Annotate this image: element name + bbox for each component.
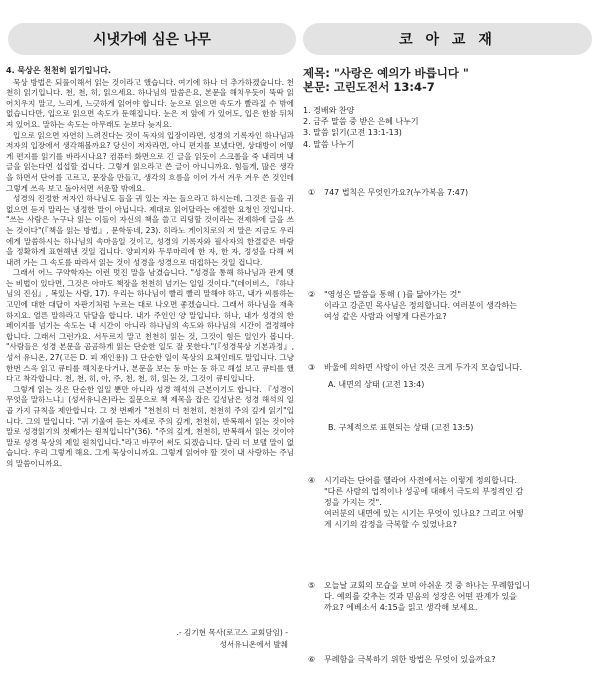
- outline-item: 2. 금주 말씀 중 받은 은혜 나누기: [303, 117, 419, 127]
- question-number: ③: [308, 363, 316, 372]
- article-section-title: 4. 묵상은 천천히 읽기입니다.: [6, 66, 112, 75]
- question-text: 여성 같은 사람과 어떻게 다른가요?: [324, 312, 447, 321]
- question-number: ⑥: [308, 655, 316, 664]
- question-subitem-b: B. 구체적으로 표현되는 상태 (고전 13:5): [328, 423, 474, 432]
- question-3: [308, 362, 591, 390]
- outline-item: 3. 말씀 읽기(고전 13:1-13): [303, 128, 402, 138]
- question-text: 게 시기의 감정을 극복할 수 있었나요?: [324, 520, 457, 529]
- lesson-outline: [303, 105, 593, 150]
- question-text: 여러분의 내면에 있는 시기는 무엇이 있나요? 그리고 어떻: [324, 509, 524, 518]
- article-source: 성서유니온에서 발췌: [219, 640, 288, 649]
- lesson-scripture: 본문: 고린도전서 13:4-7: [303, 80, 435, 94]
- article-paragraph: 성경의 진정한 저자인 하나님도 들을 귀 있는 자는 들으라고 하시는데, 그것은 들을 귀 없으면 듣지 말라는 냉정한 말이 아닙니다. 제대로 읽어달라는 애절한 요청인 것입니다. "쓰는 사람은 누구나 읽는 이들이 자신의 책을 쓸고 리딩할 것이라는 전제하에 글을 쓰는 것이다"(『책을 읽는 방법』, 문학동네, 23). 히라노 게이치로의 저 말은 지금도 우리에게 말씀하시는 하나님의 속마음일 것이고, 성경의 기록자와 필사자의 한결같은 바람을 정확하게 표현해낸 것일 겁니다. 양피지와 두루마리에 한 자, 한 자, 정성을 다해 써내려 가는 그 속도를 따라서 읽는 것이 성경을 성경으로 대접하는 것일 겁니다.: [6, 194, 294, 267]
- question-number: ①: [308, 188, 316, 197]
- question-text: 오늘날 교회의 모습을 보며 아쉬운 것 중 하나는 무례함입니: [324, 581, 530, 590]
- question-2: [308, 289, 591, 322]
- question-text: 이라고 강준민 목사님은 정의합니다. 여러분이 생각하는: [324, 301, 517, 310]
- question-number: ②: [308, 290, 316, 299]
- question-6: [308, 654, 591, 665]
- article-paragraph: 입으로 읽으면 자연히 느려진다는 것이 독자의 입장이라면, 성경의 기록자인 하나님과 저자의 입장에서 생각해볼까요? 당신이 저자라면, 아니 편지를 보냈다면, 상대방이 어떻게 편지를 읽기를 바라시나요? 컴퓨터 화면으로 긴 글을 읽듯이 스크롤을 죽 내리며 내 글을 읽는다면 섭섭할 겁니다. 그렇게 읽으라고 쓴 글이 아니니까요. 힘들게, 많은 생각을 하면서 단어를 고르고, 문장을 만들고, 생각의 흐름을 이어 가서 겨우 겨우 쓴 것인데 그렇게 쓰윽 보고 돌아서면 서운할 밖에요.: [6, 130, 294, 193]
- devotional-article: [6, 66, 294, 470]
- question-number: ⑤: [308, 581, 316, 590]
- question-text: "다른 사람의 업적이나 성공에 대해서 극도의 부정적인 감: [324, 487, 524, 496]
- question-text: 정을 가지는 것".: [324, 498, 382, 507]
- question-text: 무례함을 극복하기 위한 방법은 무엇이 있을까요?: [324, 655, 496, 664]
- right-header-title: 코 아 교 재: [399, 32, 496, 48]
- question-4: [308, 475, 591, 530]
- article-paragraph: 그래서 어느 구약학자는 이런 멋진 말을 남겼습니다. "성경을 통해 하나님과 관계 맺는 비법이 있다면, 그것은 아마도 책장을 천천히 넘기는 일일 것이다."(데이비스, 『하나님의 진심』, 복있는 사람, 17). 우리는 하나님이 빨리 빨리 말해야 하고, 내가 씨름하는 고민에 대한 대답이 자판기처럼 누르는 대로 나오면 좋겠습니다. 그래서 하나님을 재촉하지요. 얼른 말하라고 닦달을 합니다. 내가 주인인 양 말입니다. 허나, 내가 성경의 한 페이지를 넘기는 속도는 내 시간이 아니라 하나님의 속도와 하나님의 시간이 결정해야 합니다. 그래서 그런가요. 서두르지 말고 천천히 읽는 것, 그것이 힘든 일인가 봅니다. "사람들은 성경 본문을 곰곰하게 읽는 단순한 일도 잘 못한다."(『성경묵상 기본과정』, 성서 유니온, 27(고든 D. 피 재인용)) 그 단순한 일이 묵상의 요체인데도 말입니다. 그냥 한번 스윽 읽고 큐티를 해치운다거나, 본문을 보는 둥 마는 둥 하고 해설 보고 큐티를 했다고 착각합니다. 천, 천, 히, 아, 주, 천, 천, 히, 읽는 것, 그것이 큐티입니다.: [6, 268, 295, 384]
- question-text: "영성은 말씀을 통해 ( )를 닮아가는 것": [324, 290, 462, 299]
- left-header-title: 시냇가에 심은 나무: [93, 32, 211, 48]
- outline-item: 4. 말씀 나누기: [303, 139, 355, 149]
- question-subitem-a: A. 내면의 상태 (고전 13:4): [328, 380, 425, 389]
- right-header-banner: [303, 23, 592, 55]
- question-text: 바울에 의하면 사랑이 아닌 것은 크게 두가지 모습입니다.: [324, 363, 523, 372]
- article-author: .- 김기현 목사(로고스 교회담임) -: [176, 628, 288, 637]
- question-1: [308, 187, 591, 198]
- question-text: 까요? 에베소서 4:15을 읽고 생각해 보세요.: [324, 603, 478, 612]
- article-paragraph: 그렇게 읽는 것은 단순한 일일 뿐만 아니라 성경 해석의 근본이기도 합니다. 『성경이 무엇을 말하느냐』(성서유니온)라는 질문으로 책 제목을 잡은 길성남은 성경 해석의 일곱 가지 규칙을 제안합니다. 그 첫 번째가 "천천히 더 천천히, 천천히 주의 깊게 읽기"입니다. 그의 말입니다. "귀 기울여 듣는 자세로 주의 깊게, 천천히, 반복해서 읽는 것이야 말로 성경읽기의 첫째가는 원칙입니다"(36). "주의 깊게, 천천히, 반복해서 읽는 것이야 말로 성경 묵상의 제일 원칙입니다."라고 바꾸어 써도 되겠습니다. 달리 더 보탤 말이 없습니다. 우리 그렇게 해요. 그게 묵상이니까요. 그렇게 읽어야 할 것이 내 사랑하는 주님의 말씀이니까요.: [6, 384, 294, 468]
- question-5: [308, 580, 591, 613]
- question-3b: [308, 422, 591, 433]
- question-number: ④: [308, 476, 316, 485]
- lesson-material: [303, 66, 593, 664]
- article-paragraph: 묵상 방법은 되풀이해서 읽는 것이라고 했습니다. 여기에 하나 더 추가하겠습니다. 천천히 읽기입니다. 천, 천, 히, 읽으세요. 하나님의 말씀은요, 본문을 해치우듯이 뚝딱 읽어치우지 말고, 느리게, 느긋하게 읽어야 합니다. 눈으로 읽으면 속도가 빨라질 수 밖에 없습니다만, 입으로 읽으면 속도가 둔해집니다. 눈은 저 앞에 가 있어도, 입은 한참 뒤처져 있어요. 말하는 속도는 아무래도 눈보다 늦지요.: [6, 77, 294, 129]
- left-header-banner: [8, 23, 296, 55]
- question-text: 다. 예의를 갖추는 것과 믿음의 성장은 어떤 관계가 있을: [324, 592, 517, 601]
- lesson-title: 제목: "사랑은 예의가 바릅니다 ": [303, 66, 469, 80]
- question-text: 시기라는 단어를 헬라어 사전에서는 이렇게 정의합니다.: [324, 476, 517, 485]
- question-text: 747 법칙은 무엇인가요?(누가복음 7:47): [324, 188, 469, 197]
- outline-item: 1. 경배와 찬양: [303, 106, 355, 115]
